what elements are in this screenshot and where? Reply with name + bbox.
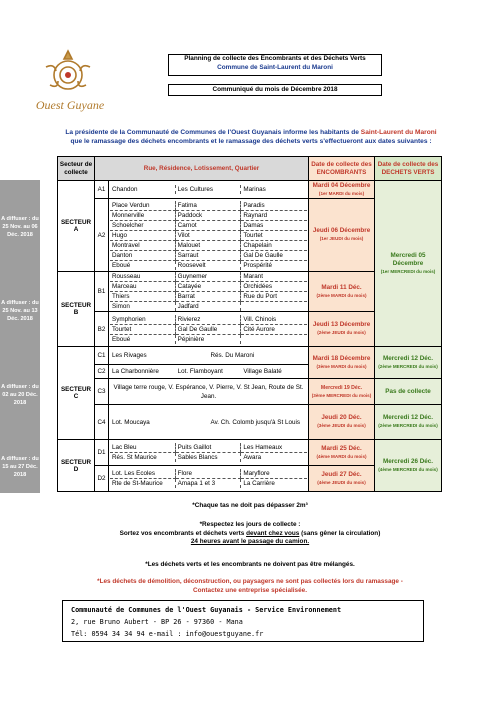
street: Carnot [176,221,242,231]
street: Barrat [176,292,242,302]
note-demolition [20,578,480,595]
street: Marant [241,272,307,282]
rue-a1 [109,181,309,199]
code-c1: C1 [95,347,109,365]
code-d2: D2 [95,466,109,492]
street: Damas [241,221,307,231]
street: Danton [110,251,176,261]
street: Rés. Du Maroni [210,352,255,359]
dv-d [375,440,442,492]
dv-sub: (2ème MERCREDI du mois) [378,423,438,428]
street: Lot. Flamboyant [177,368,223,375]
enc-c12 [309,347,375,379]
code-c3: C3 [95,379,109,405]
contact-org: Communauté de Communes de l'Ouest Guyanais - Service Environnement [71,606,342,614]
street: La Carrière [243,480,275,487]
street: Maryflore [241,469,307,479]
enc-c4 [309,405,375,440]
street: Rue du Port [241,292,307,302]
logo-brand-text: Ouest Guyane [35,98,105,112]
rue-c2 [109,365,309,379]
rue-c1 [109,347,309,365]
note-line: *Les déchets de démolition, déconstruction, ou paysagers ne sont pas collectés lors du ramassage - [97,578,403,585]
enc-sub: (4ème JEUDI du mois) [317,479,366,485]
street: Awara [243,454,262,461]
enc-date: Jeudi 20 Déc. [321,414,362,421]
enc-sub: (3ème MERCREDI du mois) [311,392,372,398]
rue-a2 [109,199,309,272]
code-a2: A2 [95,199,109,272]
note-frag: devant chez vous [246,529,300,537]
street: Chapelain [241,241,307,251]
secteur-b: SECTEUR B [58,272,95,347]
intro-town: Saint-Laurent du Maroni [360,129,437,136]
secteur-d: SECTEUR D [58,440,95,492]
enc-sub: (1er JEUDI du mois) [319,236,364,241]
enc-c3 [309,379,375,405]
street: Thiers [110,292,176,302]
street: Les Cultures [176,185,242,194]
code-a1: A1 [95,181,109,199]
street: Puits Gaillot [176,443,242,453]
street: Vill. Chinois [241,315,307,325]
dv-date: Pas de collecte [385,387,431,395]
header-encombrants: Date de collecte des ENCOMBRANTS [309,157,375,181]
code-c2: C2 [95,365,109,379]
street: Flore [176,469,242,479]
street: Eboué [110,261,176,270]
enc-sub: (2ème MARDI du mois) [316,292,367,298]
street: Tourtet [110,325,176,335]
enc-date: Mardi 11 Déc. [321,283,362,291]
enc-d1 [309,440,375,466]
note-line: 24 heures avant le passage du camion. [190,538,310,545]
enc-date: Mardi 25 Déc. [321,444,362,452]
street: Gal De Gaulle [241,251,307,261]
diffusion-label-a: A diffuser : du 25 Nov. au 06 Déc. 2018 [0,180,40,273]
intro-line-1: La présidente de la Communauté de Communes de l'Ouest Guyanais informe les habitants de [65,129,361,136]
enc-sub: (1er MARDI du mois) [318,190,365,196]
dv-c3 [375,379,442,405]
street: Gal De Gaulle [176,325,242,335]
enc-date: Mardi 18 Décembre [312,354,371,362]
secteur-a: SECTEUR A [58,181,95,272]
rue-d2 [109,466,309,492]
dv-sub: (1er MERCREDI du mois) [380,268,436,274]
street: Hugo [110,231,176,241]
street: Chandon [110,185,176,194]
enc-date: Jeudi 13 Décembre [312,321,371,328]
street: Amapa 1 et 3 [176,479,242,488]
enc-a2 [309,199,375,272]
contact-box [62,600,424,642]
code-b1: B1 [95,272,109,312]
enc-sub: (3ème JEUDI du mois) [317,423,366,428]
enc-date: Jeudi 06 Décembre [312,227,371,234]
street: Prospérité [243,261,273,269]
street: Catayée [176,282,242,292]
street: Vilot [176,231,242,241]
street: Montravel [110,241,176,251]
dv-sub: (4ème MERCREDI du mois) [378,466,438,472]
dv-date: Mercredi 12 Déc. [382,414,434,421]
secteur-c: SECTEUR C [58,347,95,440]
street: Sarraut [176,251,242,261]
street: Simon [110,302,176,311]
street: Sables Blancs [176,453,242,462]
street: Marceau [110,282,176,292]
note-line: *Respectez les jours de collecte : [199,521,301,528]
diffusion-label-c: A diffuser : du 02 au 20 Déc. 2018 [0,348,40,441]
street: Paddock [176,211,242,221]
code-d1: D1 [95,440,109,466]
intro-paragraph [20,128,482,146]
communique-box [168,84,382,96]
dv-ab [375,181,442,347]
title-line-2: Commune de Saint-Laurent du Maroni [217,63,333,71]
street: Paradis [241,201,307,211]
enc-b1 [309,272,375,312]
enc-a1 [309,181,375,199]
street: Symphorien [110,315,176,325]
enc-sub: (4ème MARDI du mois) [316,453,367,459]
title-box [168,54,382,76]
street: Fatima [176,201,242,211]
street: Lac Bleu [110,443,176,453]
header-dechets-verts: Date de collecte des DECHETS VERTS [375,157,442,181]
note-line [20,530,480,539]
street: Cité Aurore [241,325,307,335]
title-line-1: Planning de collecte des Encombrants et des Déchets Verts [184,55,366,62]
rue-c4 [109,405,309,440]
dv-date: Mercredi 26 Déc. [382,457,434,465]
code-b2: B2 [95,312,109,347]
enc-b2 [309,312,375,347]
note-line: Contactez une entreprise spécialisée. [192,586,307,594]
street: Raynard [241,211,307,221]
rue-b1 [109,272,309,312]
enc-date: Mercredi 19 Déc. [320,384,363,391]
rue-d1 [109,440,309,466]
street: Rés. St Maurice [110,453,176,462]
street: Marinas [243,186,266,193]
header-rue: Rue, Résidence, Lotissement, Quartier [95,157,309,181]
street: Les Hameaux [241,443,307,453]
street: Lot. Moucaya [112,418,150,426]
diffusion-label-d: A diffuser : du 15 au 27 Déc. 2018 [0,441,40,493]
intro-line-2: que le ramassage des déchets encombrants et le ramassage des déchets verts s'effectueront aux dates suivantes : [70,138,432,145]
note-no-mix: *Les déchets verts et les encombrants ne doivent pas être mélangés. [145,561,355,568]
dv-sub: (2ème MERCREDI du mois) [378,363,438,369]
note-frag: (sans gêner la circulation) [299,529,381,537]
enc-sub: (2ème JEUDI du mois) [317,330,366,335]
dv-c4 [375,405,442,440]
street: Monnerville [110,211,176,221]
street: Les Rivages [112,352,147,359]
street: Av. Ch. Colomb jusqu'à St Louis [210,418,301,426]
rue-b2 [109,312,309,347]
street: Orchidées [241,282,307,292]
street: Rte de St-Maurice [110,479,176,488]
code-c4: C4 [95,405,109,440]
contact-phone-email: Tél: 0594 34 34 94 e-mail : info@ouestguyane.fr [71,630,264,638]
dv-date: Mercredi 12 Déc. [382,354,434,362]
street: Malouet [176,241,242,251]
note-pile-size: *Chaque tas ne doit pas dépasser 2m³ [192,502,308,509]
enc-d2 [309,466,375,492]
diffusion-label-b: A diffuser : du 25 Nov. au 13 Déc. 2018 [0,273,40,348]
header-secteur: Secteur de collecte [58,157,95,181]
enc-date: Mardi 04 Décembre [312,181,371,189]
street: Tourtet [241,231,307,241]
note-frag: Sortez vos encombrants et déchets verts [119,529,247,537]
dv-c12 [375,347,442,379]
enc-date: Jeudi 27 Déc. [321,470,362,478]
enc-sub: (3ème MARDI du mois) [316,363,367,369]
street [241,302,307,311]
street: Rousseau [110,272,176,282]
street: Rivierez [176,315,242,325]
street: Eboué [110,335,176,344]
dv-date: Mercredi 05 Décembre [390,251,426,267]
street: La Charbonnière [112,368,159,375]
street: Roosevelt [176,261,242,270]
collection-table [57,156,442,492]
street: Pépinière [176,335,242,344]
street: Village Balaté [243,368,282,375]
communique-text: Communiqué du mois de Décembre 2018 [212,86,338,93]
street: Jadfard [176,302,242,311]
street: Lot. Les Ecoles [110,469,176,479]
note-collect-days [20,521,480,547]
street: Place Verdun [110,201,176,211]
street: Guynemer [176,272,242,282]
street: Schoelcher [110,221,176,231]
rue-c3: Village terre rouge, V. Espérance, V. Pierre, V. St Jean, Route de St. Jean. [109,379,309,405]
contact-address: 2, rue Bruno Aubert - BP 26 - 97360 - Mana [71,618,243,626]
street [241,335,307,344]
